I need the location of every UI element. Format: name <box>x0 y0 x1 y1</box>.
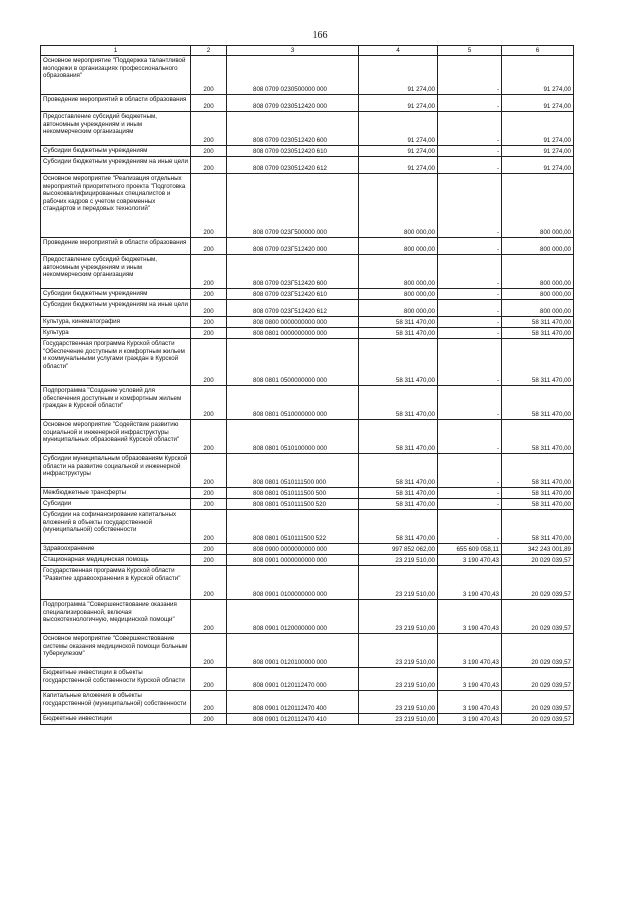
table-row <box>41 112 574 146</box>
row-name: Субсидии муниципальным образованиям Курской области на развитие социальной и инженерной инфраструктуры <box>41 454 191 488</box>
row-name: Субсидии <box>41 499 191 510</box>
row-amount-remaining: 58 311 470,00 <box>502 420 574 454</box>
row-kbk: 808 0901 0120000000 000 <box>227 600 359 634</box>
row-amount-executed: - <box>438 300 502 317</box>
row-amount-executed: - <box>438 255 502 289</box>
row-code: 200 <box>191 544 227 555</box>
row-name: Основное мероприятие "Реализация отдельных мероприятий приоритетного проекта "Подготовка высококвалифицированных специалистов и рабочих кадров с учетом современных стандартов и передовых технологий" <box>41 174 191 238</box>
row-amount-approved: 23 219 510,00 <box>359 691 438 714</box>
row-name: Субсидии на софинансирование капитальных вложений в объекты государственной (муниципальной) собственности <box>41 510 191 544</box>
row-amount-approved: 58 311 470,00 <box>359 454 438 488</box>
row-code: 200 <box>191 488 227 499</box>
row-code: 200 <box>191 454 227 488</box>
row-amount-executed: - <box>438 317 502 328</box>
row-amount-approved: 997 852 062,00 <box>359 544 438 555</box>
table-row <box>41 386 574 420</box>
table-row <box>41 668 574 691</box>
row-amount-remaining: 58 311 470,00 <box>502 510 574 544</box>
row-amount-approved: 800 000,00 <box>359 174 438 238</box>
table-row <box>41 499 574 510</box>
row-amount-executed: - <box>438 510 502 544</box>
row-code: 200 <box>191 112 227 146</box>
row-amount-approved: 91 274,00 <box>359 157 438 174</box>
row-amount-approved: 800 000,00 <box>359 300 438 317</box>
row-code: 200 <box>191 600 227 634</box>
row-amount-remaining: 58 311 470,00 <box>502 317 574 328</box>
row-amount-approved: 58 311 470,00 <box>359 317 438 328</box>
row-amount-remaining: 91 274,00 <box>502 157 574 174</box>
row-kbk: 808 0709 023Г512420 612 <box>227 300 359 317</box>
page-number: 166 <box>312 30 328 41</box>
row-amount-remaining: 20 029 039,57 <box>502 714 574 725</box>
row-amount-executed: 3 190 470,43 <box>438 566 502 600</box>
row-name: Субсидии бюджетным учреждениям <box>41 289 191 300</box>
table-row <box>41 691 574 714</box>
row-amount-executed: - <box>438 56 502 95</box>
row-code: 200 <box>191 238 227 255</box>
row-amount-remaining: 800 000,00 <box>502 289 574 300</box>
row-amount-remaining: 91 274,00 <box>502 112 574 146</box>
row-kbk: 808 0901 0120112470 400 <box>227 691 359 714</box>
row-kbk: 808 0709 0230512420 612 <box>227 157 359 174</box>
row-name: Подпрограмма "Совершенствование оказания специализированной, включая высокотехнологичную, медицинской помощи" <box>41 600 191 634</box>
table-row <box>41 300 574 317</box>
table-row <box>41 95 574 112</box>
table-header-row <box>41 46 574 56</box>
row-amount-remaining: 800 000,00 <box>502 238 574 255</box>
row-amount-executed: - <box>438 112 502 146</box>
row-kbk: 808 0901 0120112470 000 <box>227 668 359 691</box>
table-row <box>41 488 574 499</box>
column-header: 2 <box>191 46 227 56</box>
row-amount-remaining: 58 311 470,00 <box>502 499 574 510</box>
row-code: 200 <box>191 157 227 174</box>
row-code: 200 <box>191 328 227 339</box>
row-kbk: 808 0901 0120100000 000 <box>227 634 359 668</box>
table-row <box>41 56 574 95</box>
row-amount-approved: 800 000,00 <box>359 255 438 289</box>
row-code: 200 <box>191 555 227 566</box>
row-amount-approved: 58 311 470,00 <box>359 420 438 454</box>
row-amount-remaining: 800 000,00 <box>502 174 574 238</box>
row-amount-approved: 58 311 470,00 <box>359 386 438 420</box>
column-header: 5 <box>438 46 502 56</box>
row-code: 200 <box>191 714 227 725</box>
row-name: Проведение мероприятий в области образования <box>41 238 191 255</box>
row-amount-remaining: 58 311 470,00 <box>502 339 574 386</box>
row-kbk: 808 0709 023Г500000 000 <box>227 174 359 238</box>
row-amount-approved: 23 219 510,00 <box>359 634 438 668</box>
row-name: Субсидии бюджетным учреждениям на иные цели <box>41 157 191 174</box>
row-amount-remaining: 91 274,00 <box>502 56 574 95</box>
row-amount-executed: - <box>438 339 502 386</box>
table-row <box>41 566 574 600</box>
row-kbk: 808 0801 0510111500 000 <box>227 454 359 488</box>
row-name: Бюджетные инвестиции <box>41 714 191 725</box>
row-code: 200 <box>191 510 227 544</box>
column-header: 4 <box>359 46 438 56</box>
row-kbk: 808 0709 023Г512420 600 <box>227 255 359 289</box>
row-amount-executed: - <box>438 95 502 112</box>
row-amount-executed: - <box>438 328 502 339</box>
row-code: 200 <box>191 668 227 691</box>
row-kbk: 808 0801 0510000000 000 <box>227 386 359 420</box>
row-code: 200 <box>191 634 227 668</box>
row-amount-approved: 23 219 510,00 <box>359 566 438 600</box>
row-name: Государственная программа Курской области "Развитие здравоохранения в Курской области" <box>41 566 191 600</box>
row-code: 200 <box>191 499 227 510</box>
row-amount-remaining: 58 311 470,00 <box>502 454 574 488</box>
row-amount-remaining: 800 000,00 <box>502 255 574 289</box>
row-name: Предоставление субсидий бюджетным, автономным учреждениям и иным некоммерческим организациям <box>41 255 191 289</box>
row-amount-remaining: 58 311 470,00 <box>502 328 574 339</box>
row-name: Предоставление субсидий бюджетным, автономным учреждениям и иным некоммерческим организациям <box>41 112 191 146</box>
table-row <box>41 157 574 174</box>
row-amount-executed: - <box>438 289 502 300</box>
row-amount-approved: 58 311 470,00 <box>359 510 438 544</box>
row-name: Основное мероприятие "Поддержка талантливой молодежи в организациях профессионального образования" <box>41 56 191 95</box>
table-row <box>41 544 574 555</box>
row-amount-remaining: 800 000,00 <box>502 300 574 317</box>
row-code: 200 <box>191 255 227 289</box>
row-kbk: 808 0801 0510100000 000 <box>227 420 359 454</box>
row-amount-executed: 3 190 470,43 <box>438 714 502 725</box>
row-amount-remaining: 342 243 001,89 <box>502 544 574 555</box>
row-name: Бюджетные инвестиции в объекты государственной собственности Курской области <box>41 668 191 691</box>
table-row <box>41 454 574 488</box>
column-header: 1 <box>41 46 191 56</box>
row-amount-executed: - <box>438 386 502 420</box>
row-amount-remaining: 20 029 039,57 <box>502 555 574 566</box>
row-amount-executed: 3 190 470,43 <box>438 600 502 634</box>
row-amount-approved: 58 311 470,00 <box>359 328 438 339</box>
row-kbk: 808 0801 0510111500 522 <box>227 510 359 544</box>
row-code: 200 <box>191 146 227 157</box>
row-kbk: 808 0801 0510111500 500 <box>227 488 359 499</box>
row-code: 200 <box>191 289 227 300</box>
row-kbk: 808 0901 0100000000 000 <box>227 566 359 600</box>
row-amount-executed: - <box>438 174 502 238</box>
row-amount-executed: - <box>438 420 502 454</box>
row-amount-remaining: 91 274,00 <box>502 95 574 112</box>
table-row <box>41 289 574 300</box>
row-amount-approved: 23 219 510,00 <box>359 714 438 725</box>
row-amount-executed: - <box>438 499 502 510</box>
row-name: Субсидии бюджетным учреждениям на иные цели <box>41 300 191 317</box>
table-row <box>41 238 574 255</box>
row-code: 200 <box>191 300 227 317</box>
row-amount-remaining: 20 029 039,57 <box>502 566 574 600</box>
row-amount-executed: - <box>438 454 502 488</box>
row-amount-remaining: 20 029 039,57 <box>502 691 574 714</box>
row-amount-approved: 23 219 510,00 <box>359 600 438 634</box>
row-name: Культура, кинематография <box>41 317 191 328</box>
row-kbk: 808 0801 0510111500 520 <box>227 499 359 510</box>
budget-table <box>40 45 574 725</box>
row-amount-executed: - <box>438 488 502 499</box>
row-amount-executed: 3 190 470,43 <box>438 668 502 691</box>
row-kbk: 808 0709 023Г512420 000 <box>227 238 359 255</box>
row-name: Культура <box>41 328 191 339</box>
row-kbk: 808 0709 0230512420 000 <box>227 95 359 112</box>
row-amount-executed: - <box>438 157 502 174</box>
row-amount-approved: 58 311 470,00 <box>359 339 438 386</box>
column-header: 3 <box>227 46 359 56</box>
row-amount-approved: 91 274,00 <box>359 56 438 95</box>
row-name: Государственная программа Курской области "Обеспечение доступным и комфортным жильем и коммунальными услугами граждан в Курской области" <box>41 339 191 386</box>
row-code: 200 <box>191 56 227 95</box>
row-name: Стационарная медицинская помощь <box>41 555 191 566</box>
row-amount-executed: 3 190 470,43 <box>438 555 502 566</box>
row-amount-executed: 3 190 470,43 <box>438 634 502 668</box>
row-kbk: 808 0901 0000000000 000 <box>227 555 359 566</box>
row-kbk: 808 0709 0230500000 000 <box>227 56 359 95</box>
row-name: Здравоохранение <box>41 544 191 555</box>
row-amount-approved: 800 000,00 <box>359 238 438 255</box>
row-code: 200 <box>191 386 227 420</box>
row-kbk: 808 0901 0120112470 410 <box>227 714 359 725</box>
row-code: 200 <box>191 95 227 112</box>
row-code: 200 <box>191 691 227 714</box>
row-code: 200 <box>191 317 227 328</box>
row-kbk: 808 0801 0000000000 000 <box>227 328 359 339</box>
row-kbk: 808 0709 023Г512420 610 <box>227 289 359 300</box>
table-row <box>41 146 574 157</box>
row-code: 200 <box>191 420 227 454</box>
table-row <box>41 339 574 386</box>
row-amount-remaining: 20 029 039,57 <box>502 634 574 668</box>
row-amount-approved: 23 219 510,00 <box>359 555 438 566</box>
row-amount-executed: 655 609 058,11 <box>438 544 502 555</box>
table-row <box>41 174 574 238</box>
row-amount-executed: 3 190 470,43 <box>438 691 502 714</box>
row-amount-approved: 58 311 470,00 <box>359 488 438 499</box>
row-amount-approved: 91 274,00 <box>359 95 438 112</box>
row-name: Проведение мероприятий в области образования <box>41 95 191 112</box>
row-amount-remaining: 58 311 470,00 <box>502 488 574 499</box>
row-amount-approved: 91 274,00 <box>359 146 438 157</box>
row-code: 200 <box>191 566 227 600</box>
row-amount-remaining: 58 311 470,00 <box>502 386 574 420</box>
row-amount-approved: 23 219 510,00 <box>359 668 438 691</box>
row-name: Межбюджетные трансферты <box>41 488 191 499</box>
table-row <box>41 328 574 339</box>
row-kbk: 808 0709 0230512420 600 <box>227 112 359 146</box>
row-kbk: 808 0800 0000000000 000 <box>227 317 359 328</box>
row-name: Основное мероприятие "Содействие развитию социальной и инженерной инфраструктуры муниципальных образований Курской области" <box>41 420 191 454</box>
table-row <box>41 255 574 289</box>
table-row <box>41 714 574 725</box>
row-amount-remaining: 20 029 039,57 <box>502 600 574 634</box>
table-row <box>41 510 574 544</box>
table-row <box>41 317 574 328</box>
row-kbk: 808 0709 0230512420 610 <box>227 146 359 157</box>
table-row <box>41 634 574 668</box>
row-name: Подпрограмма "Создание условий для обеспечения доступным и комфортным жильем граждан в Курской области" <box>41 386 191 420</box>
row-amount-approved: 800 000,00 <box>359 289 438 300</box>
table-row <box>41 600 574 634</box>
row-kbk: 808 0801 0500000000 000 <box>227 339 359 386</box>
row-code: 200 <box>191 339 227 386</box>
table-row <box>41 555 574 566</box>
row-amount-remaining: 91 274,00 <box>502 146 574 157</box>
row-amount-approved: 58 311 470,00 <box>359 499 438 510</box>
row-name: Основное мероприятие "Совершенствование системы оказания медицинской помощи больным туберкулезом" <box>41 634 191 668</box>
row-amount-executed: - <box>438 146 502 157</box>
row-kbk: 808 0900 0000000000 000 <box>227 544 359 555</box>
column-header: 6 <box>502 46 574 56</box>
row-name: Субсидии бюджетным учреждениям <box>41 146 191 157</box>
row-amount-executed: - <box>438 238 502 255</box>
table-row <box>41 420 574 454</box>
row-code: 200 <box>191 174 227 238</box>
row-amount-remaining: 20 029 039,57 <box>502 668 574 691</box>
row-amount-approved: 91 274,00 <box>359 112 438 146</box>
row-name: Капитальные вложения в объекты государственной (муниципальной) собственности <box>41 691 191 714</box>
